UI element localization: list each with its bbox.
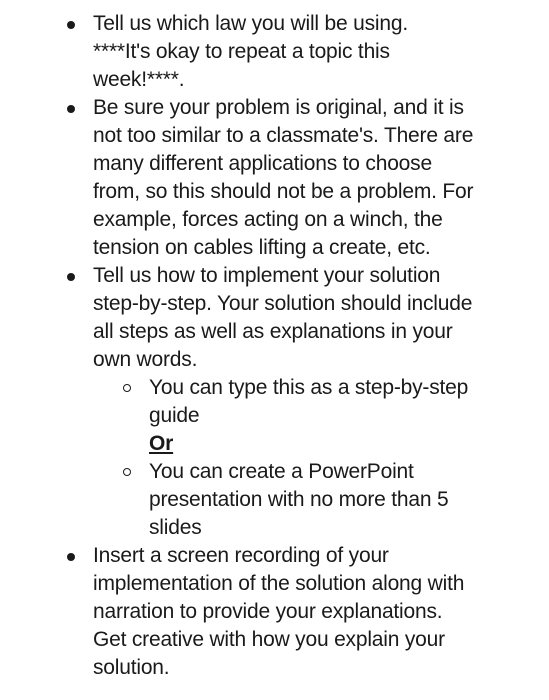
list-item-implementation	[93, 262, 523, 542]
item-text-line: many different applications to choose	[93, 152, 432, 175]
item-text-line: own words.	[93, 348, 198, 371]
bullet-icon	[67, 553, 75, 561]
sub-item-text-line: guide	[149, 404, 200, 427]
item-text-line: not too similar to a classmate's. There are	[93, 124, 474, 147]
list-item-original-problem	[93, 94, 523, 262]
sub-item-text-line: You can type this as a step-by-step	[149, 376, 469, 399]
sub-item-powerpoint	[149, 458, 523, 542]
item-text-line: Insert a screen recording of your	[93, 544, 389, 567]
hollow-bullet-icon	[123, 468, 131, 476]
item-text-line: Be sure your problem is original, and it is	[93, 96, 464, 119]
instructions-list	[0, 10, 523, 682]
bullet-icon	[67, 21, 75, 29]
item-text-line: tension on cables lifting a create, etc.	[93, 236, 431, 259]
item-text-line: Tell us how to implement your solution	[93, 264, 441, 287]
bullet-icon	[67, 273, 75, 281]
item-text-line: all steps as well as explanations in your	[93, 320, 453, 343]
sub-item-type-guide	[149, 374, 523, 458]
sub-options-list	[93, 374, 523, 542]
hollow-bullet-icon	[123, 384, 131, 392]
list-item-screen-recording	[93, 542, 523, 682]
item-text-line: Get creative with how you explain your	[93, 628, 445, 651]
item-text-line: from, so this should not be a problem. For	[93, 180, 474, 203]
or-separator: Or	[149, 432, 174, 455]
item-text-line: narration to provide your explanations.	[93, 600, 443, 623]
item-text-line: solution.	[93, 656, 170, 679]
bullet-icon	[67, 105, 75, 113]
sub-item-text-line: You can create a PowerPoint	[149, 460, 414, 483]
item-text-line: example, forces acting on a winch, the	[93, 208, 443, 231]
item-text-line: implementation of the solution along with	[93, 572, 465, 595]
item-text-line: week!****.	[93, 68, 185, 91]
item-text-line: ****It's okay to repeat a topic this	[93, 40, 390, 63]
sub-item-text-line: presentation with no more than 5	[149, 488, 449, 511]
sub-item-text-line: slides	[149, 516, 202, 539]
item-text-line: step-by-step. Your solution should include	[93, 292, 473, 315]
list-item-law	[93, 10, 523, 94]
item-text-line: Tell us which law you will be using.	[93, 12, 408, 35]
